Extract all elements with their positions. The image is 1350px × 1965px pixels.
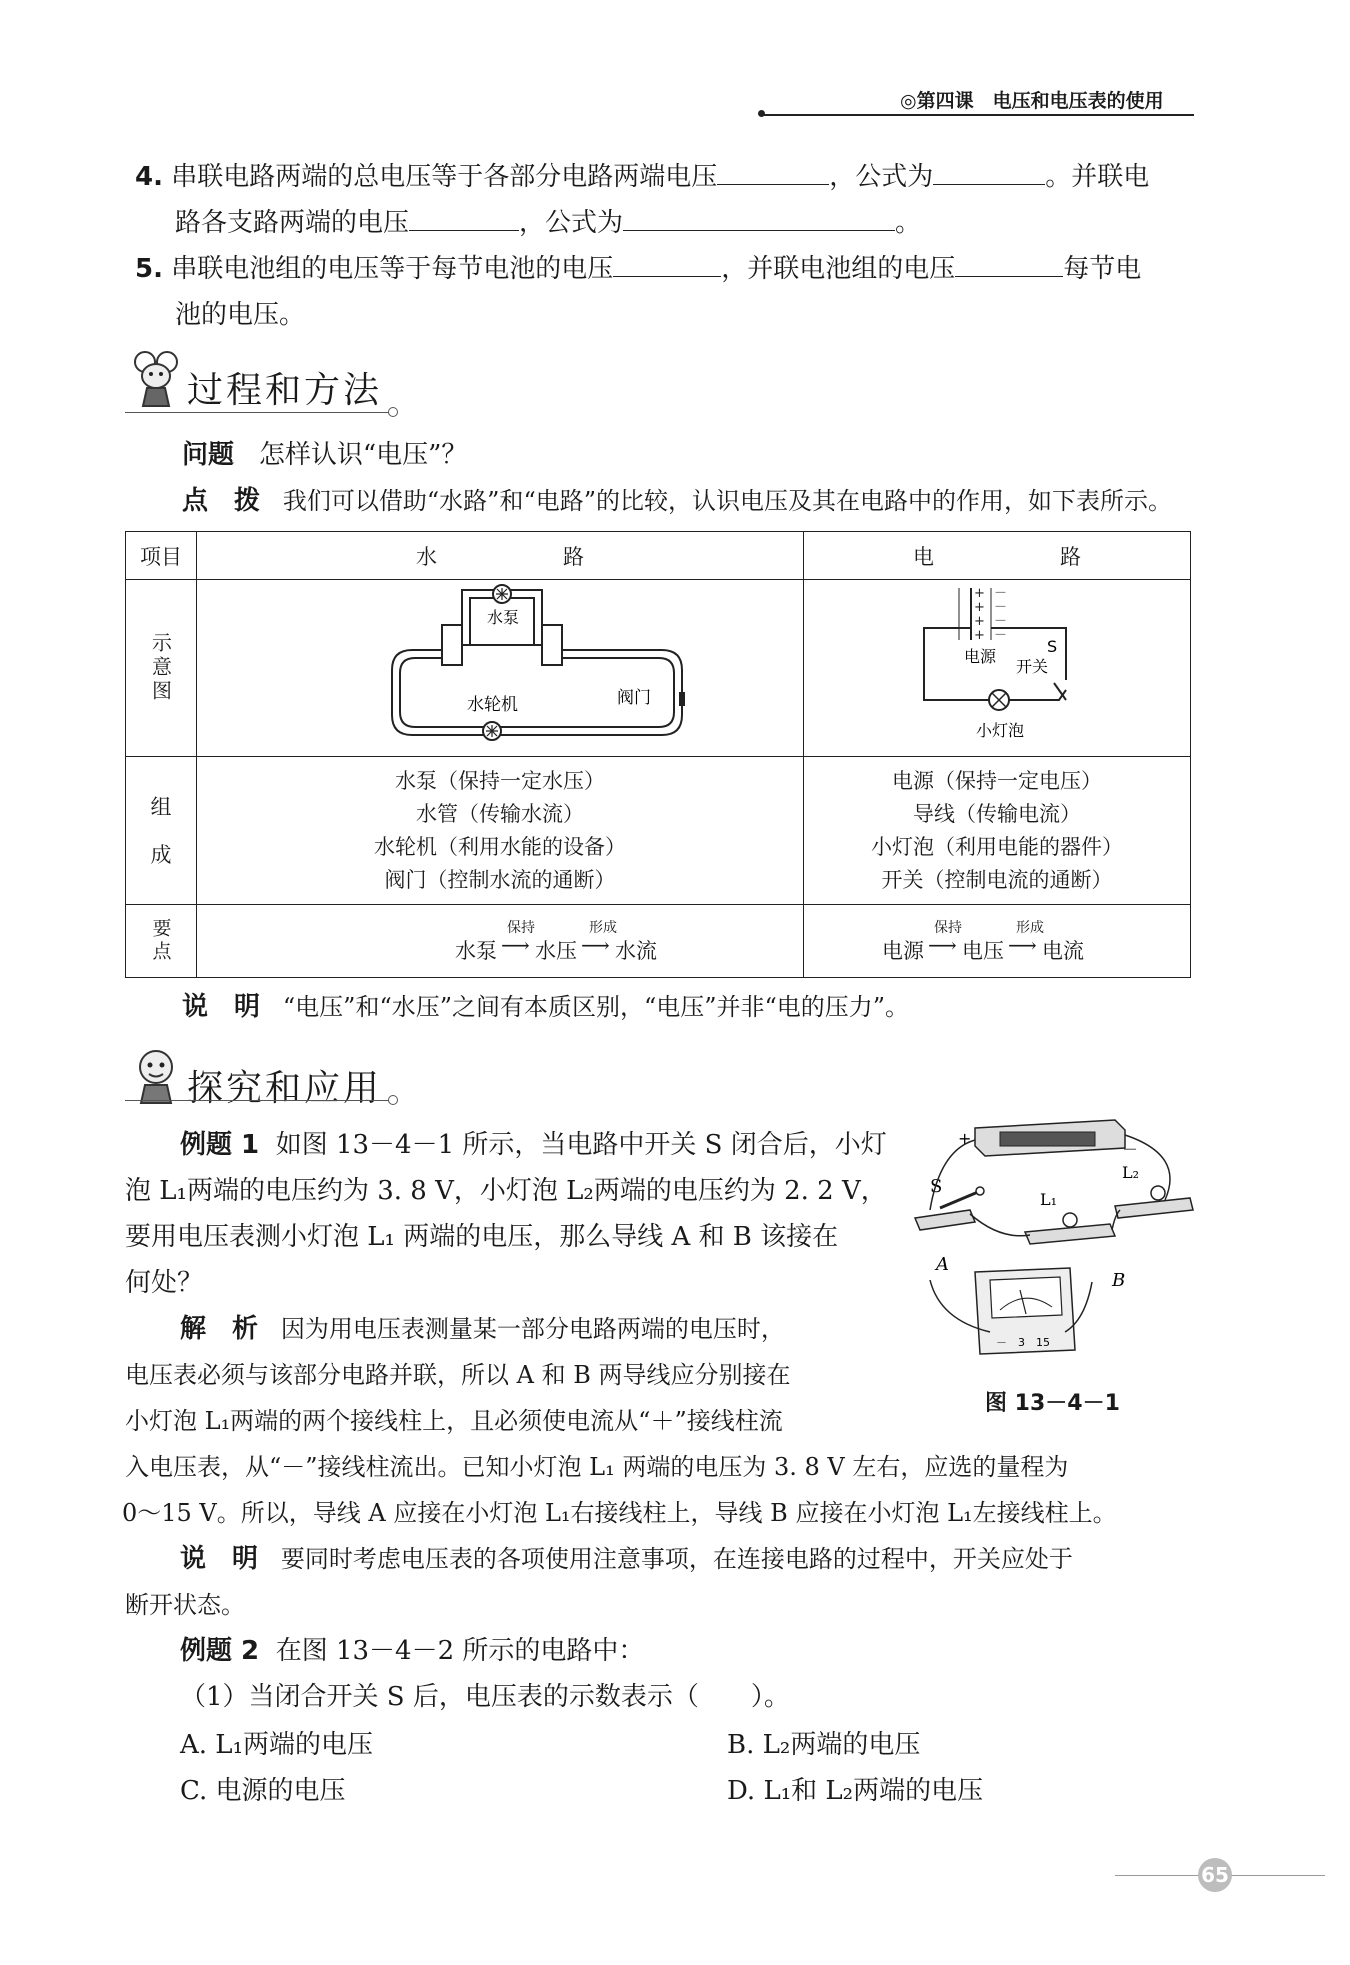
hint-label: 点 拨	[182, 486, 261, 516]
electric-circuit-diagram	[804, 580, 1190, 751]
figure-13-4-1	[900, 1110, 1200, 1380]
section-title-process: 过程和方法	[187, 370, 383, 411]
item-5-number: 5.	[135, 254, 163, 284]
note-2-line-2: 断开状态。	[125, 1591, 245, 1619]
svg-text:+: +	[974, 628, 985, 643]
list-item: 电源（保持一定电压）	[892, 768, 1102, 793]
svg-text:A: A	[936, 1254, 949, 1275]
example-1-line-4: 何处？	[125, 1268, 204, 1298]
note-2-line-1: 说 明 要同时考虑电压表的各项使用注意事项，在连接电路的过程中，开关应处于	[180, 1544, 1073, 1574]
blank[interactable]	[933, 158, 1045, 185]
svg-text:－: －	[994, 628, 1008, 643]
svg-text:L₁: L₁	[1040, 1190, 1058, 1209]
water-components	[197, 757, 804, 905]
blank[interactable]	[955, 250, 1063, 277]
hint-text: 我们可以借助“水路”和“电路”的比较，认识电压及其在电路中的作用，如下表所示。	[282, 487, 1172, 515]
figure-caption: 图 13－4－1	[985, 1391, 1120, 1416]
blank[interactable]	[623, 204, 895, 231]
svg-text:+: +	[974, 614, 985, 629]
lesson-header: ◎第四课 电压和电压表的使用	[900, 90, 1164, 112]
example-1-label: 例题 1	[180, 1130, 260, 1160]
list-item: 水泵（保持一定水压）	[395, 768, 605, 793]
analysis-label: 解 析	[180, 1314, 259, 1344]
water-key-points: 水泵 保持 ⟶ 水压 形成 ⟶ 水流	[197, 905, 804, 978]
row-label-key-points: 要点	[126, 905, 197, 978]
example-1-line-3: 要用电压表测小灯泡 L₁ 两端的电压，那么导线 A 和 B 该接在	[125, 1222, 839, 1252]
list-item: 导线（传输电流）	[913, 801, 1081, 826]
analysis-line-5: 0～15 V。所以，导线 A 应接在小灯泡 L₁右接线柱上，导线 B 应接在小灯泡 L₁左接线柱上。	[122, 1499, 1117, 1527]
option-b[interactable]: B. L₂两端的电压	[727, 1730, 921, 1760]
svg-text:－: －	[994, 614, 1008, 629]
svg-text:B: B	[1112, 1270, 1126, 1291]
electric-key-points: 电源 保持 ⟶ 电压 形成 ⟶ 电流	[804, 905, 1191, 978]
analysis-line-4: 入电压表，从“－”接线柱流出。已知小灯泡 L₁ 两端的电压为 3. 8 V 左右，应选的量程为	[125, 1453, 1069, 1481]
blank[interactable]	[409, 204, 519, 231]
svg-text:－ 3 15: － 3 15	[996, 1336, 1050, 1349]
comparison-table	[125, 531, 1191, 978]
svg-text:+: +	[974, 600, 985, 615]
question-line	[182, 432, 1242, 478]
svg-text:+: +	[974, 586, 985, 601]
svg-text:－: －	[994, 586, 1008, 601]
water-circuit-diagram	[197, 580, 803, 751]
note-label: 说 明	[180, 1544, 259, 1574]
svg-text:+: +	[958, 1129, 972, 1148]
header-electric: 电 路	[804, 532, 1191, 580]
section-rule	[125, 412, 390, 413]
row-label-composition: 组 成	[126, 757, 197, 905]
list-item: 开关（控制电流的通断）	[881, 867, 1113, 892]
list-item: 水管（传输水流）	[416, 801, 584, 826]
section-rule-end	[388, 1095, 398, 1105]
blank[interactable]	[613, 250, 721, 277]
electric-diagram-cell	[804, 580, 1191, 757]
water-diagram-cell	[197, 580, 804, 757]
item-5-line-2: 池的电压。	[175, 300, 306, 330]
page-number: 65	[1198, 1858, 1232, 1892]
mouse-mascot-icon	[125, 348, 187, 410]
svg-text:L₂: L₂	[1122, 1163, 1140, 1182]
list-item: 小灯泡（利用电能的器件）	[871, 834, 1123, 859]
section-rule	[125, 1100, 390, 1101]
example-1-line-1: 例题 1 如图 13－4－1 所示，当电路中开关 S 闭合后，小灯	[180, 1130, 887, 1160]
analysis-line-2: 电压表必须与该部分电路并联，所以 A 和 B 两导线应分别接在	[125, 1361, 791, 1389]
header-rule	[762, 114, 1194, 116]
option-c[interactable]: C. 电源的电压	[180, 1776, 346, 1806]
example-2-question-1: （1）当闭合开关 S 后，电压表的示数表示（ ）。	[180, 1682, 790, 1712]
example-1-line-2: 泡 L₁两端的电压约为 3. 8 V，小灯泡 L₂两端的电压约为 2. 2 V，	[125, 1176, 887, 1206]
elec-s-label: S	[1047, 637, 1058, 656]
section-title-inquiry: 探究和应用	[187, 1068, 383, 1109]
section-rule-end	[388, 407, 398, 417]
item-4-line-1: 4. 串联电路两端的总电压等于各部分电路两端电压 ，公式为 。并联电	[135, 154, 1195, 200]
svg-text:S: S	[930, 1176, 943, 1197]
list-item: 阀门（控制水流的通断）	[384, 867, 616, 892]
water-pump-label: 水泵	[487, 608, 520, 627]
analysis-line-3: 小灯泡 L₁两端的两个接线柱上，且必须使电流从“＋”接线柱流	[125, 1407, 783, 1435]
blank[interactable]	[717, 158, 829, 185]
item-5-line-1: 5. 串联电池组的电压等于每节电池的电压 ，并联电池组的电压 每节电	[135, 246, 1195, 292]
option-a[interactable]: A. L₁两端的电压	[180, 1730, 373, 1760]
analysis-line-1: 解 析 因为用电压表测量某一部分电路两端的电压时，	[180, 1314, 785, 1344]
svg-text:－: －	[1122, 1140, 1139, 1159]
note-label: 说 明	[182, 992, 261, 1022]
list-item: 水轮机（利用水能的设备）	[374, 834, 626, 859]
note-1: 说 明 “电压”和“水压”之间有本质区别，“电压”并非“电的压力”。	[182, 992, 910, 1022]
question-label: 问题	[182, 440, 235, 470]
option-d[interactable]: D. L₁和 L₂两端的电压	[727, 1776, 984, 1806]
water-turbine-label: 水轮机	[467, 695, 518, 715]
electric-components	[804, 757, 1191, 905]
elec-source-label: 电源	[964, 647, 997, 666]
elec-switch-label: 开关	[1016, 657, 1049, 676]
mascot-head-icon	[125, 1045, 187, 1107]
header-water: 水 路	[197, 532, 804, 580]
elec-bulb-label: 小灯泡	[976, 721, 1025, 740]
hint-line	[182, 478, 1242, 524]
header-item: 项目	[126, 532, 197, 580]
water-valve-label: 阀门	[617, 688, 651, 708]
example-2-label: 例题 2	[180, 1636, 260, 1666]
svg-text:－: －	[994, 600, 1008, 615]
question-text: 怎样认识“电压”？	[258, 440, 468, 470]
row-label-diagram: 示意图	[126, 580, 197, 757]
example-2-line: 例题 2 在图 13－4－2 所示的电路中：	[180, 1636, 645, 1666]
item-4-line-2: 路各支路两端的电压 ，公式为 。	[175, 200, 1235, 246]
item-4-number: 4.	[135, 162, 163, 192]
